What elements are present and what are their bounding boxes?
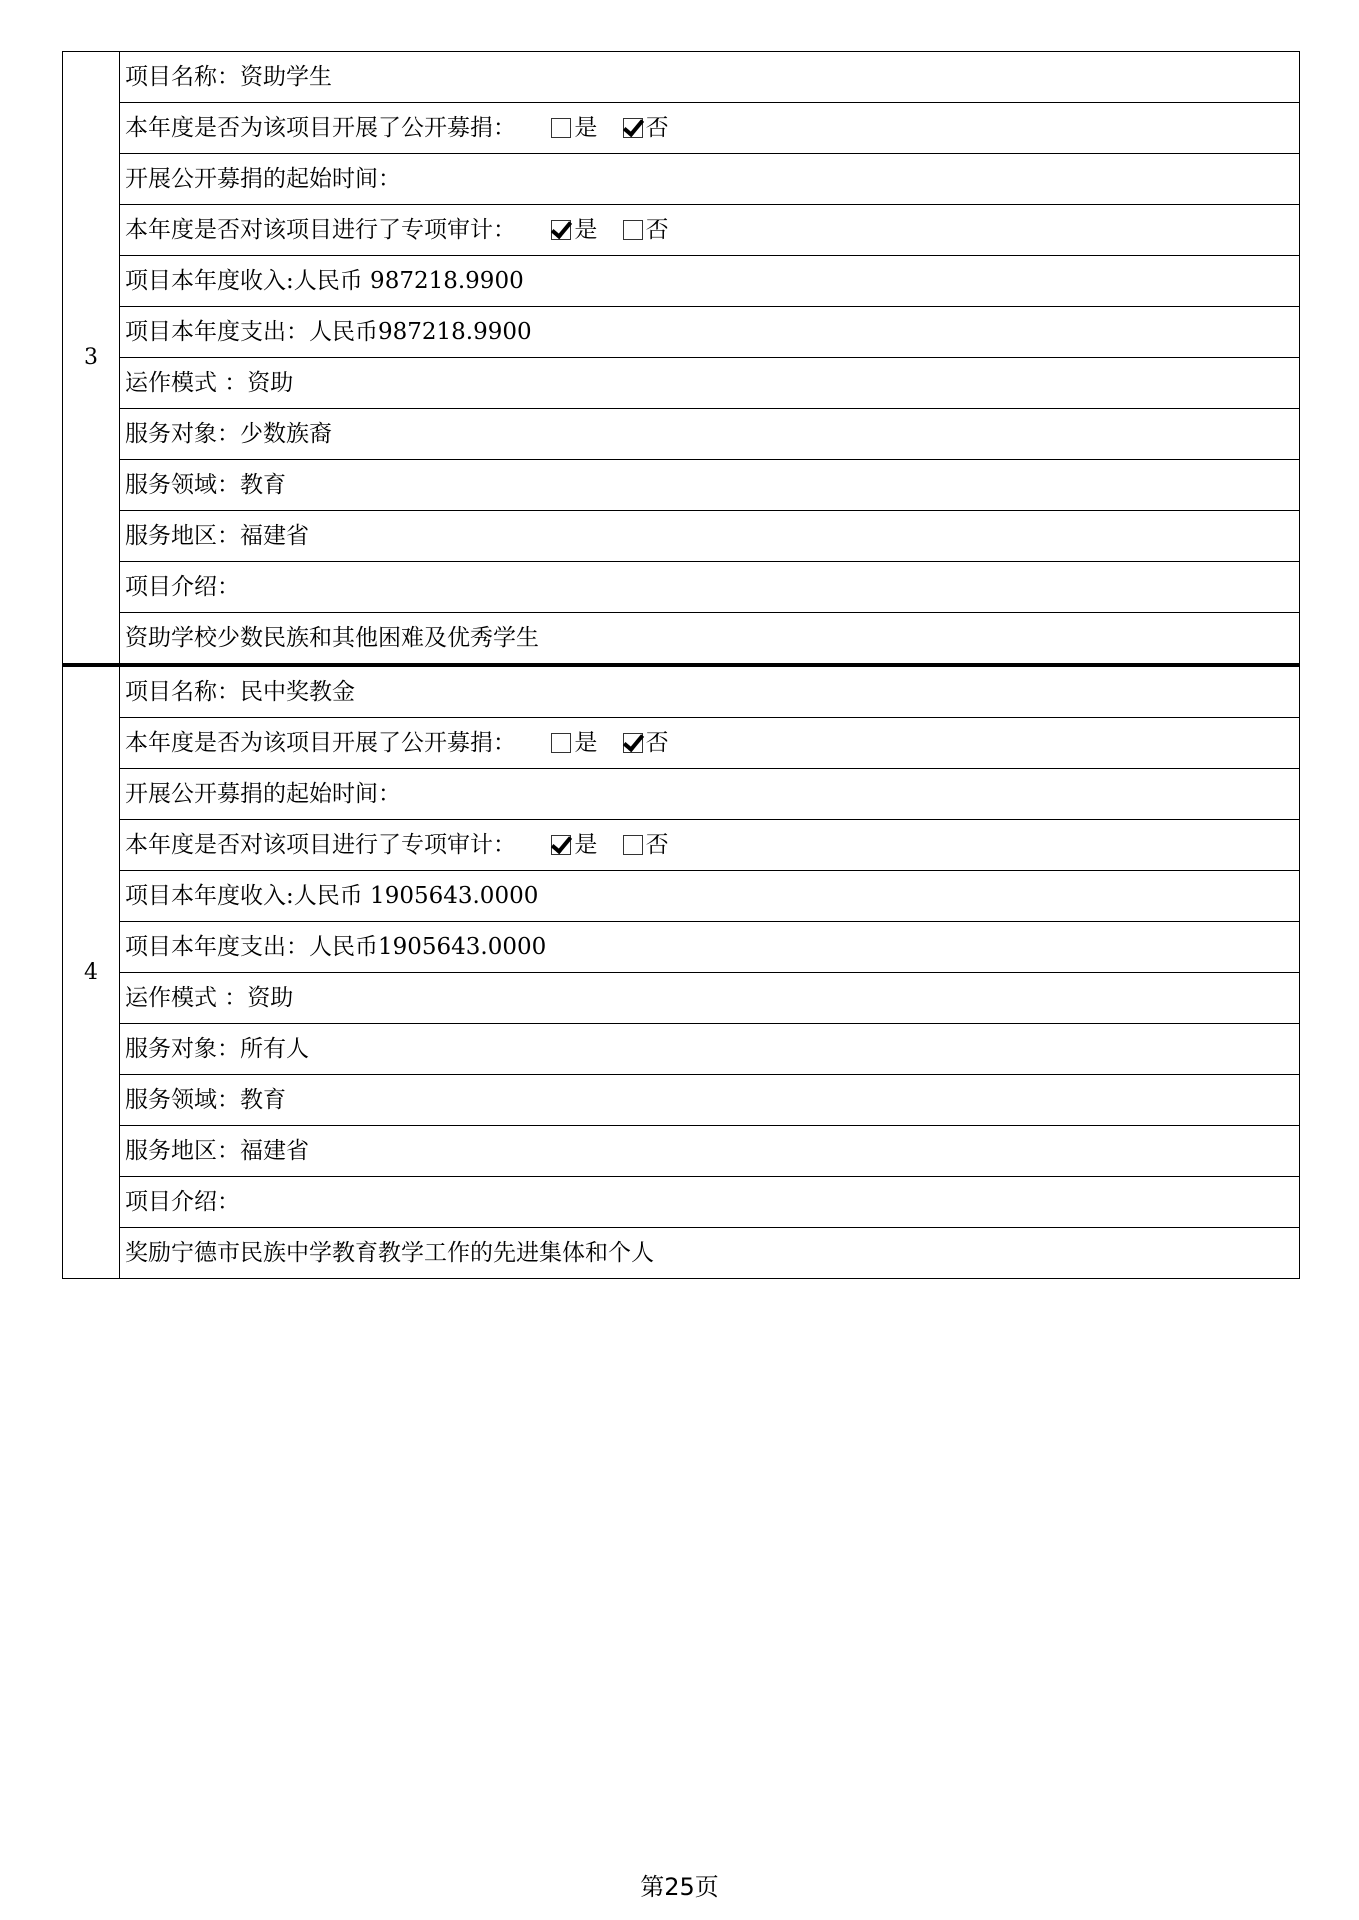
no-label: 否 [645, 730, 669, 756]
project-intro: 奖励宁德市民族中学教育教学工作的先进集体和个人 [120, 1228, 1300, 1279]
service-field: 服务领域：教育 [120, 1075, 1300, 1126]
service-target: 服务对象：所有人 [120, 1024, 1300, 1075]
public-fundraising-label: 本年度是否为该项目开展了公开募捐： [125, 115, 516, 141]
special-audit-no-checkbox[interactable] [623, 835, 643, 855]
public-fundraising-no-checkbox[interactable] [623, 733, 643, 753]
no-label: 否 [645, 115, 669, 141]
project-intro-label: 项目介绍： [120, 562, 1300, 613]
public-fundraising-row [120, 718, 1300, 769]
project-name: 项目名称：资助学生 [120, 52, 1300, 103]
project-expense: 项目本年度支出：人民币1905643.0000 [120, 922, 1300, 973]
fundraising-start-time: 开展公开募捐的起始时间： [120, 769, 1300, 820]
special-audit-label: 本年度是否对该项目进行了专项审计： [125, 217, 516, 243]
operation-mode: 运作模式 ：资助 [120, 358, 1300, 409]
special-audit-yes-checkbox[interactable] [551, 835, 571, 855]
public-fundraising-yes-checkbox[interactable] [551, 733, 571, 753]
project-intro-label: 项目介绍： [120, 1177, 1300, 1228]
service-field: 服务领域：教育 [120, 460, 1300, 511]
yes-label: 是 [574, 730, 598, 756]
project-table [62, 51, 1300, 1279]
fundraising-start-time: 开展公开募捐的起始时间： [120, 154, 1300, 205]
project-income: 项目本年度收入:人民币 1905643.0000 [120, 871, 1300, 922]
project-income: 项目本年度收入:人民币 987218.9900 [120, 256, 1300, 307]
special-audit-row [120, 820, 1300, 871]
operation-mode: 运作模式 ：资助 [120, 973, 1300, 1024]
special-audit-row [120, 205, 1300, 256]
project-intro: 资助学校少数民族和其他困难及优秀学生 [120, 613, 1300, 666]
public-fundraising-row [120, 103, 1300, 154]
yes-label: 是 [574, 115, 598, 141]
public-fundraising-label: 本年度是否为该项目开展了公开募捐： [125, 730, 516, 756]
public-fundraising-no-checkbox[interactable] [623, 118, 643, 138]
special-audit-no-checkbox[interactable] [623, 220, 643, 240]
yes-label: 是 [574, 832, 598, 858]
project-expense: 项目本年度支出：人民币987218.9900 [120, 307, 1300, 358]
page-number: 第25页 [640, 1873, 719, 1901]
project-index: 3 [63, 52, 120, 666]
special-audit-yes-checkbox[interactable] [551, 220, 571, 240]
public-fundraising-yes-checkbox[interactable] [551, 118, 571, 138]
service-target: 服务对象：少数族裔 [120, 409, 1300, 460]
no-label: 否 [645, 832, 669, 858]
no-label: 否 [645, 217, 669, 243]
project-index: 4 [63, 665, 120, 1279]
project-name: 项目名称：民中奖教金 [120, 665, 1300, 718]
special-audit-label: 本年度是否对该项目进行了专项审计： [125, 832, 516, 858]
project-group-4 [63, 665, 1300, 1279]
service-region: 服务地区：福建省 [120, 1126, 1300, 1177]
service-region: 服务地区：福建省 [120, 511, 1300, 562]
yes-label: 是 [574, 217, 598, 243]
project-group-3 [63, 52, 1300, 666]
